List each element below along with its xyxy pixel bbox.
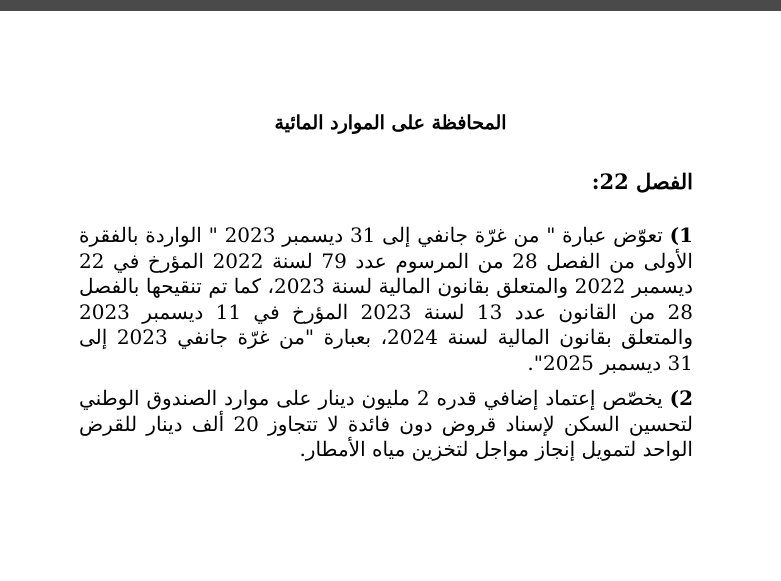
window-top-bar — [0, 0, 781, 11]
paragraph-text: يخصّص إعتماد إضافي قدره 2 مليون دينار على موارد الصندوق الوطني لتحسين السكن لإسناد قروض دون فائدة لا تتجاوز 20 ألف دينار للقرض الواحد لتمويل إنجاز مواجل لتخزين مياه الأمطار. — [79, 386, 694, 461]
paragraph-2 — [79, 386, 693, 463]
document-title: المحافظة على الموارد المائية — [274, 112, 507, 134]
paragraph-number: 1) — [669, 223, 694, 247]
chapter-heading: الفصل 22: — [591, 169, 693, 194]
paragraph-number: 2) — [669, 386, 693, 410]
paragraph-1 — [79, 223, 693, 376]
document-page — [0, 11, 781, 581]
paragraph-text: تعوّض عبارة " من غرّة جانفي إلى 31 ديسمبر 2023 " الواردة بالفقرة الأولى من الفصل 28 من المرسوم عدد 79 لسنة 2022 المؤرخ في 22 ديسمبر 2022 والمتعلق بقانون المالية لسنة 2023، كما تم تنقيحها بالفصل 28 من القانون عدد 13 لسنة 2023 المؤرخ في 11 ديسمبر 2023 والمتعلق بقانون المالية لسنة 2024، بعبارة "من غرّة جانفي 2023 إلى 31 ديسمبر 2025". — [79, 223, 694, 375]
